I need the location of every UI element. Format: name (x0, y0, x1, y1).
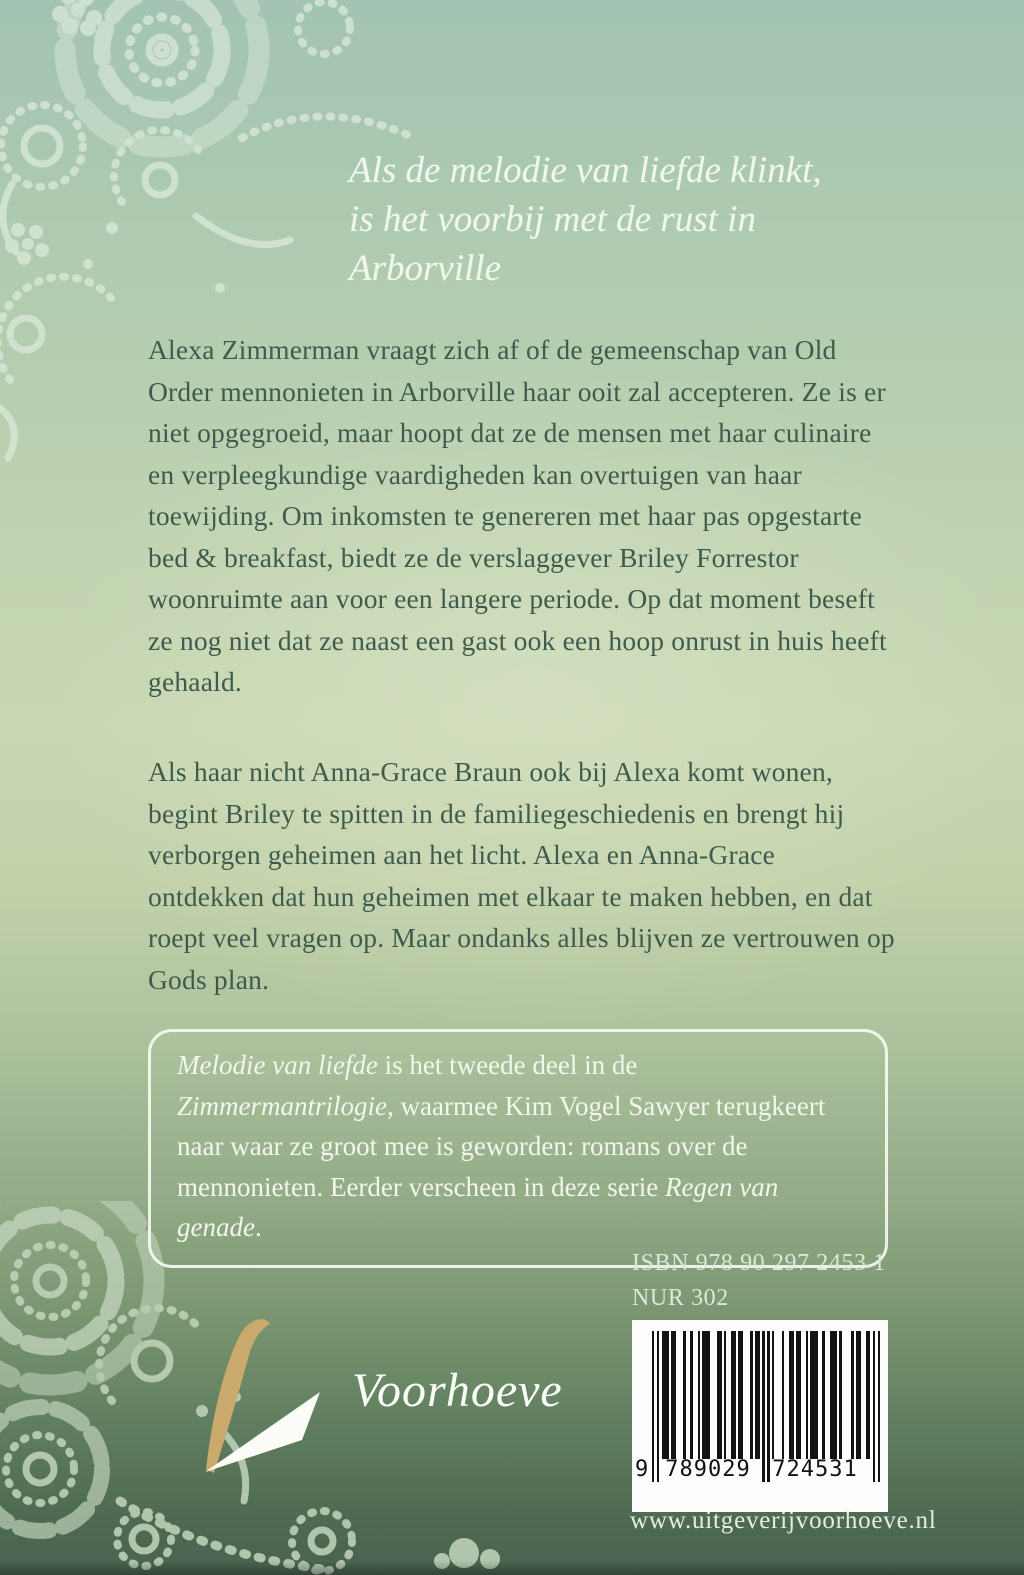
nur-line: NUR 302 (632, 1285, 729, 1311)
barcode-left-digits: 789029 (665, 1457, 751, 1482)
series-note-previous-title: Regen van genade (177, 1171, 779, 1242)
series-note-box (148, 1029, 888, 1268)
series-note-text-2: , waarmee Kim Vogel Sawyer terugkeert naar waar ze groot mee is geworden: romans over de mennonieten. Eerder verscheen in deze serie (177, 1090, 826, 1202)
series-note-text-3: . (254, 1212, 262, 1242)
isbn-block (632, 1246, 886, 1316)
barcode-first-digit: 9 (635, 1457, 649, 1482)
publisher-name: Voorhoeve (352, 1364, 563, 1417)
publisher-website: www.uitgeverijvoorhoeve.nl (630, 1507, 937, 1534)
tagline (349, 146, 889, 293)
tagline-line-3: Arborville (349, 248, 502, 289)
series-note-trilogy-name: Zimmermantrilogie (177, 1090, 388, 1121)
tagline-line-2: is het voorbij met de rust in (349, 199, 756, 240)
voorhoeve-logo-icon (190, 1312, 340, 1482)
series-note-text-1: is het tweede deel in de (377, 1050, 638, 1080)
series-note-book-title: Melodie van liefde (177, 1050, 378, 1080)
barcode-right-digits: 724531 (772, 1457, 858, 1482)
barcode-digits (632, 1457, 888, 1487)
synopsis-paragraph-2: Als haar nicht Anna-Grace Braun ook bij Alexa komt wonen, begint Briley te spitten in de familiegeschiedenis en brengt hij verborgen geheimen aan het licht. Alexa en Anna-Grace ontdekken dat hun geheimen met elkaar te maken hebben, en dat roept veel vragen op. Maar ondanks alles blijven ze vertrouwen op Gods plan. (148, 756, 895, 995)
tagline-line-1: Als de melodie van liefde klinkt, (349, 150, 822, 191)
ean-barcode (632, 1320, 888, 1512)
synopsis-paragraph-1: Alexa Zimmerman vraagt zich af of de gemeenschap van Old Order mennonieten in Arborville haar ooit zal accepteren. Ze is er niet opgegroeid, maar hoopt dat ze de mensen met haar culinaire en verpleegkundige vaardigheden kan overtuigen van haar toewijding. Om inkomsten te genereren met haar pas opgestarte bed & breakfast, biedt ze de verslaggever Briley Forrestor woonruimte aan voor een langere periode. Op dat moment beseft ze nog niet dat ze naast een gast ook een hoop onrust in huis heeft gehaald. (148, 334, 887, 697)
isbn-line: ISBN 978 90 297 2453 1 (632, 1250, 886, 1276)
